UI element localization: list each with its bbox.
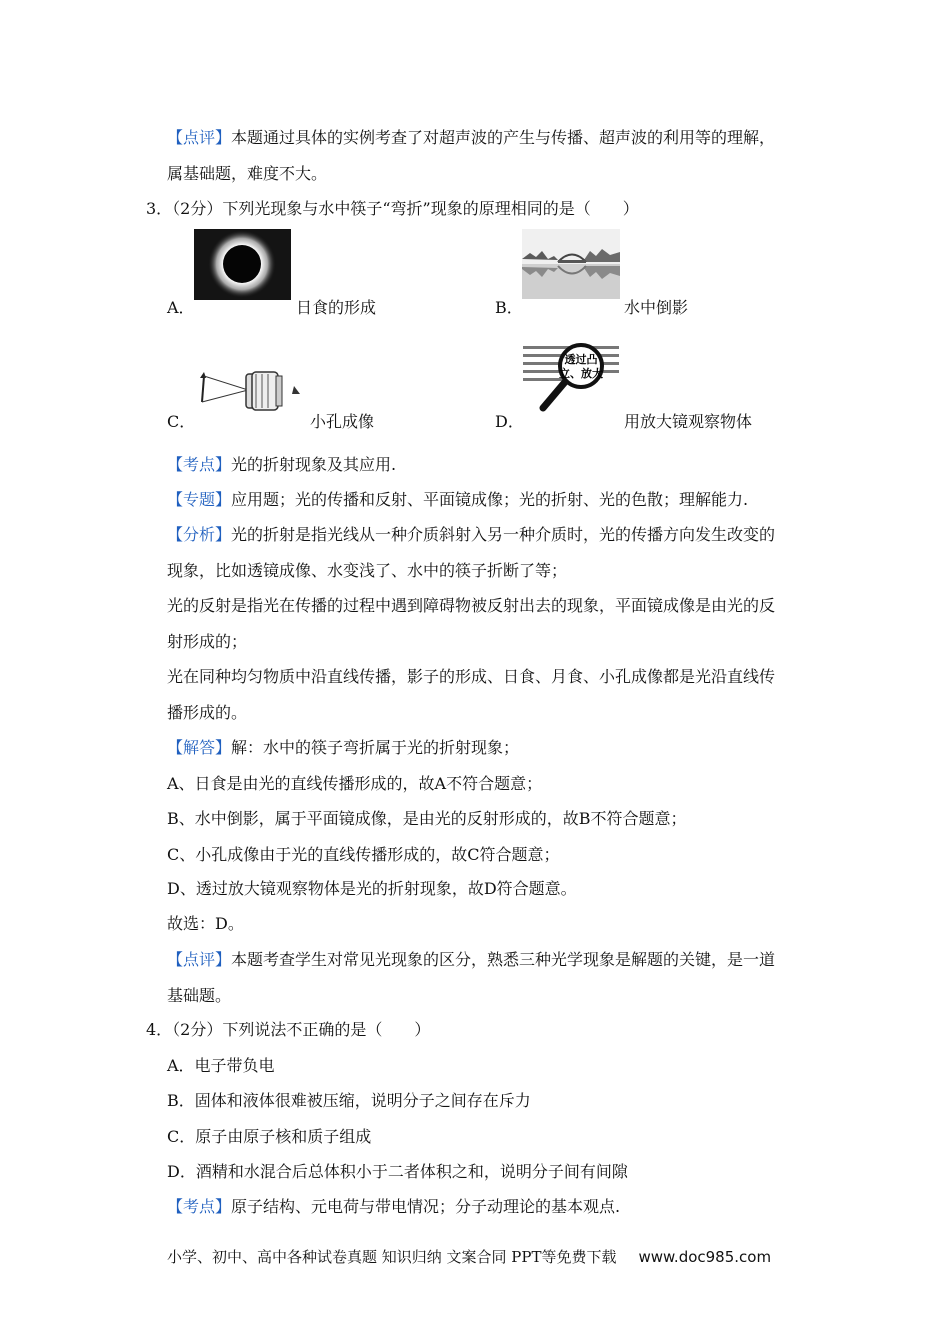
q3-fenxi-line-5: 光在同种均匀物质中沿直线传播，影子的形成、日食、月食、小孔成像都是光沿直线传 (167, 667, 776, 686)
q4-option-c: C．原子由原子核和质子组成 (167, 1127, 372, 1146)
q3-fenxi-line-4: 射形成的； (167, 632, 248, 651)
pinhole-camera-image (196, 360, 306, 416)
magnifier-image (521, 342, 623, 414)
q3-jieda-line-1 (167, 738, 519, 758)
q3-fenxi-line-6: 播形成的。 (167, 703, 248, 722)
option-a-letter: A． (167, 298, 195, 317)
question-4-stem: 4．（2分）下列说法不正确的是（ ） (146, 1020, 431, 1039)
option-b-letter: B． (495, 298, 523, 317)
zhuanti-text: 应用题；光的传播和反射、平面镜成像；光的折射、光的色散；理解能力. (231, 490, 749, 509)
option-d-text: 用放大镜观察物体 (624, 412, 753, 431)
q3-fenxi-line-3: 光的反射是指光在传播的过程中遇到障碍物被反射出去的现象，平面镜成像是由光的反 (167, 596, 776, 615)
q4-kaodian (167, 1197, 620, 1217)
option-c-text: 小孔成像 (310, 412, 375, 431)
review-tag: 【点评】 (167, 128, 232, 147)
kaodian-text: 光的折射现象及其应用. (231, 455, 397, 474)
q4-kaodian-text: 原子结构、元电荷与带电情况；分子动理论的基本观点. (231, 1197, 621, 1216)
review-text: 本题通过具体的实例考查了对超声波的产生与传播、超声波的利用等的理解， (231, 128, 776, 147)
q3-fenxi-line-2: 现象，比如透镜成像、水变浅了、水中的筷子折断了等； (167, 561, 568, 580)
jieda-text: 解：水中的筷子弯折属于光的折射现象； (231, 738, 520, 757)
q4-option-a: A．电子带负电 (167, 1056, 275, 1075)
q3-jieda-b: B、水中倒影，属于平面镜成像，是由光的反射形成的，故B不符合题意； (167, 809, 687, 828)
q3-dianping-line-2: 基础题。 (167, 986, 232, 1005)
kaodian-tag: 【考点】 (167, 455, 232, 474)
q3-fenxi-line-1 (167, 525, 775, 545)
review-line-2: 属基础题，难度不大。 (167, 164, 328, 183)
q3-jieda-c: C、小孔成像由于光的直线传播形成的，故C符合题意； (167, 845, 560, 864)
q3-jieda-d: D、透过放大镜观察物体是光的折射现象，故D符合题意。 (167, 879, 577, 898)
zhuanti-tag: 【专题】 (167, 490, 232, 509)
q4-option-d: D．酒精和水混合后总体积小于二者体积之和，说明分子间有间隙 (167, 1162, 628, 1181)
magnifier-text-1: 透过凸 (564, 353, 598, 366)
option-d-letter: D． (495, 412, 524, 431)
q4-kaodian-tag: 【考点】 (167, 1197, 232, 1216)
q3-answer-choice: 故选：D。 (167, 914, 244, 933)
review-line-1 (167, 128, 775, 148)
q3-kaodian (167, 455, 396, 475)
question-3-stem: 3．（2分）下列光现象与水中筷子“弯折”现象的原理相同的是（ ） (146, 199, 639, 218)
eclipse-image (194, 229, 291, 300)
q3-zhuanti (167, 490, 748, 510)
jieda-tag: 【解答】 (167, 738, 232, 757)
q3-jieda-a: A、日食是由光的直线传播形成的，故A不符合题意； (167, 774, 543, 793)
water-reflection-image (522, 229, 620, 299)
option-a-text: 日食的形成 (296, 298, 377, 317)
footer-url[interactable]: www.doc985.com (638, 1248, 772, 1266)
q3-dianping-line-1 (167, 950, 775, 970)
dianping-tag: 【点评】 (167, 950, 232, 969)
fenxi-tag: 【分析】 (167, 525, 232, 544)
option-b-text: 水中倒影 (624, 298, 689, 317)
magnifier-text-2: 立、放大 (559, 367, 603, 380)
page-footer (167, 1246, 771, 1267)
fenxi-text: 光的折射是指光线从一种介质斜射入另一种介质时，光的传播方向发生改变的 (231, 525, 776, 544)
q4-option-b: B．固体和液体很难被压缩，说明分子之间存在斥力 (167, 1091, 531, 1110)
footer-text: 小学、初中、高中各种试卷真题 知识归纳 文案合同 PPT等免费下载 (167, 1248, 617, 1266)
option-c-letter: C． (167, 412, 196, 431)
dianping-text: 本题考查学生对常见光现象的区分，熟悉三种光学现象是解题的关键，是一道 (231, 950, 776, 969)
